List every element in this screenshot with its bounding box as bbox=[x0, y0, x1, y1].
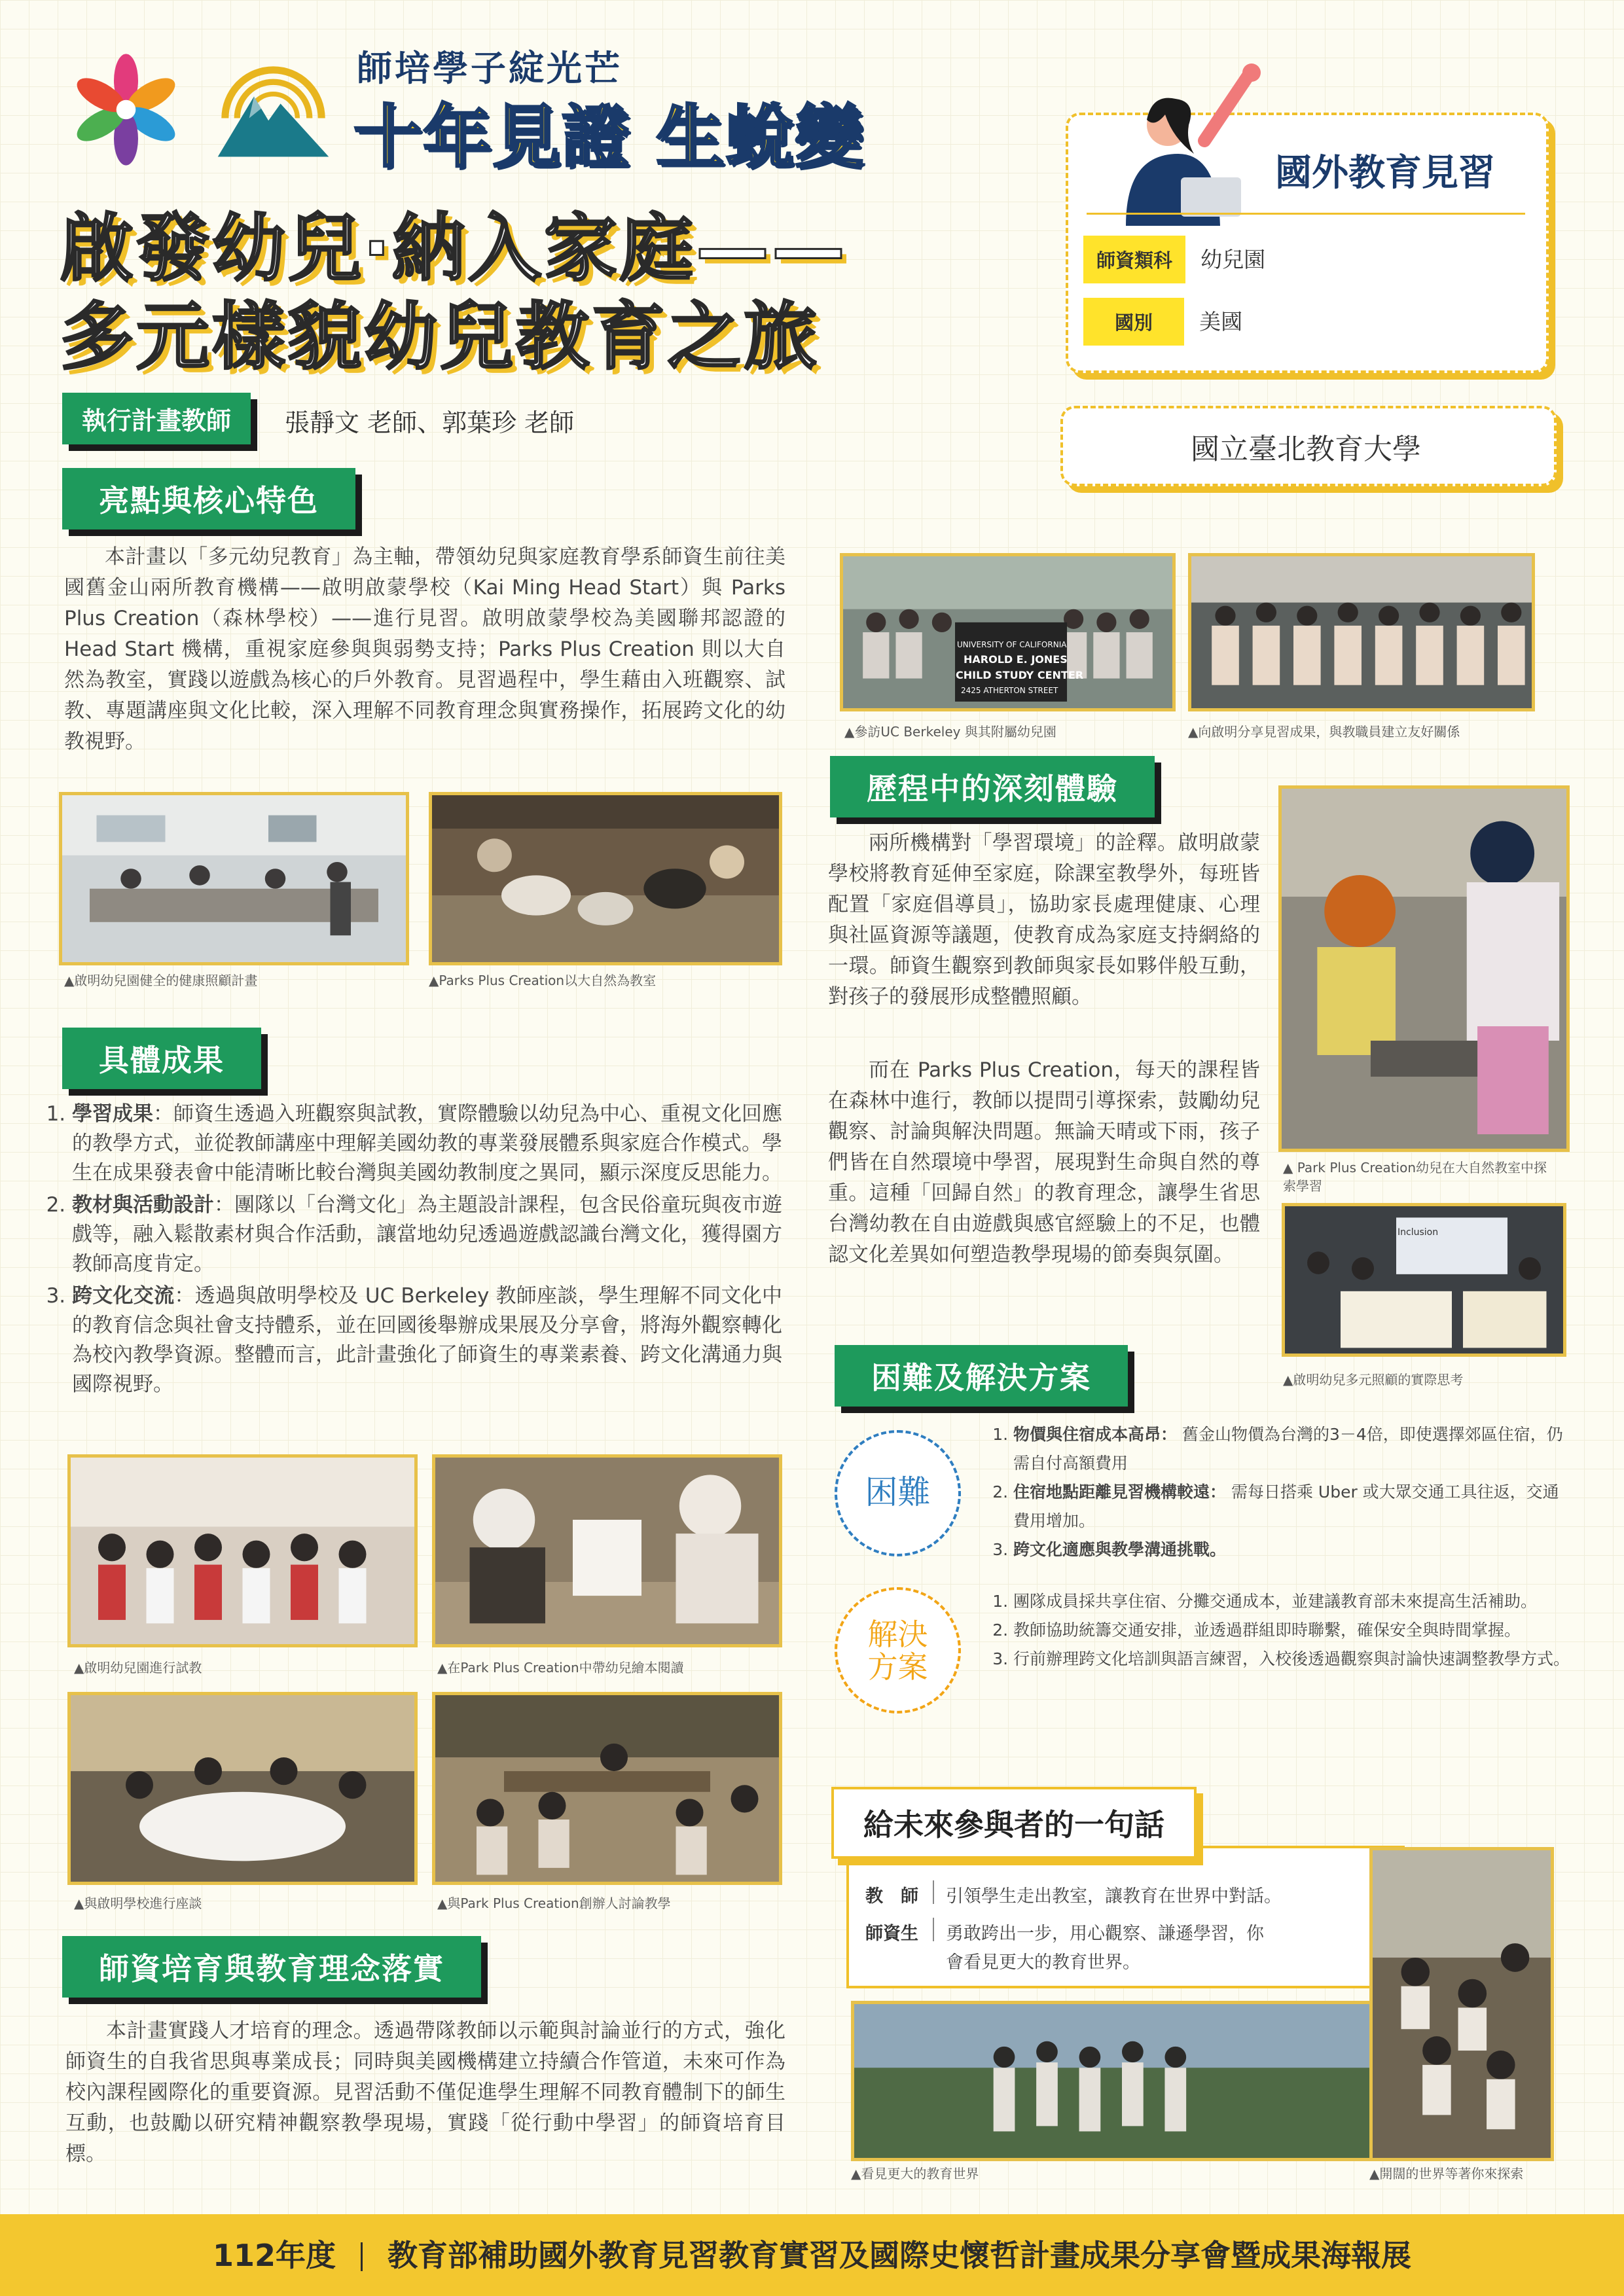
photo-open-world bbox=[1369, 1847, 1554, 2161]
teacher-names: 張靜文 老師、郭葉珍 老師 bbox=[285, 408, 575, 437]
caption-berkeley-visit: ▲參訪UC Berkeley 與其附屬幼兒園 bbox=[844, 724, 1056, 740]
advice-teacher-label: 教 師 bbox=[865, 1886, 918, 1907]
caption-open-world: ▲開闊的世界等著你來探索 bbox=[1369, 2166, 1524, 2181]
problem-text: 舊金山物價為台灣的3－4倍，即使選擇郊區住宿，仍需自付高額費用 bbox=[1013, 1425, 1563, 1473]
slide-text: Inclusion bbox=[1398, 1227, 1439, 1238]
result-title: 學習成果 bbox=[72, 1102, 153, 1126]
caption-bigger-world: ▲看見更大的教育世界 bbox=[851, 2166, 979, 2181]
footer bbox=[0, 2232, 1624, 2275]
result-item bbox=[72, 1100, 782, 1188]
series-title: 十年見證 生蛻變 bbox=[353, 97, 865, 177]
advice-student-text1: 勇敢跨出一步，用心觀察、謙遜學習，你 bbox=[946, 1924, 1264, 1944]
photo-diverse-care bbox=[1282, 1203, 1566, 1357]
advice-student-text2: 會看見更大的教育世界。 bbox=[946, 1952, 1140, 1973]
footer-year: 112年度 bbox=[212, 2238, 336, 2273]
sign-line3: CHILD STUDY CENTER bbox=[956, 669, 1084, 681]
category-rule bbox=[1087, 213, 1525, 215]
caption-health-plan: ▲啟明幼兒園健全的健康照顧計畫 bbox=[64, 973, 258, 988]
photo-trial-teaching bbox=[67, 1454, 418, 1647]
result-title: 教材與活動設計 bbox=[72, 1193, 214, 1217]
caption-forest-explore: ▲ Park Plus Creation幼兒在大自然教室中探索學習 bbox=[1283, 1160, 1547, 1194]
problem-badge-label: 困難 bbox=[865, 1473, 931, 1511]
caption-picture-book: ▲在Park Plus Creation中帶幼兒繪本閱讀 bbox=[437, 1660, 684, 1676]
problem-list bbox=[982, 1420, 1571, 1564]
philosophy-body: 本計畫實踐人才培育的理念。透過帶隊教師以示範與討論並行的方式，強化師資生的自我省思與專業成長；同時與美國機構建立持續合作管道，未來可作為校內課程國際化的重要資源。見習活動不僅促進學生理解不同教育體制下的師生互動，也鼓勵以研究精神觀察教學現場，實踐「從行動中學習」的師資培育目標。 bbox=[65, 2019, 785, 2166]
result-text: ：師資生透過入班觀察與試教，實際體驗以幼兒為中心、重視文化回應的教學方式，並從教師講座中理解美國幼教的專業發展體系與家庭合作模式。學生在成果發表會中能清晰比較台灣與美國幼教制度之異同，顯示深度反思能力。 bbox=[72, 1102, 782, 1185]
photo-picture-book bbox=[432, 1454, 782, 1647]
solution-badge-line1: 解決 bbox=[867, 1617, 928, 1652]
results-list bbox=[26, 1100, 782, 1402]
sign-line2: HAROLD E. JONES bbox=[964, 653, 1068, 666]
problem-item bbox=[1013, 1535, 1571, 1564]
caption-trial-teaching: ▲啟明幼兒園進行試教 bbox=[74, 1660, 202, 1676]
advice-heading: 給未來參與者的一句話 bbox=[831, 1787, 1197, 1859]
main-title-line1: 啟發幼兒‧納入家庭—— bbox=[60, 206, 848, 291]
photo-bigger-world bbox=[851, 2001, 1393, 2161]
caption-diverse-care: ▲啟明幼兒多元照顧的實際思考 bbox=[1283, 1372, 1464, 1388]
result-text: ：團隊以「台灣文化」為主題設計課程，包含民俗童玩與夜市遊戲等，融入鬆散素材與合作活動，讓當地幼兒透過遊戲認識台灣文化，獲得園方教師高度肯定。 bbox=[72, 1193, 782, 1276]
photo-kaiming-forum bbox=[67, 1692, 418, 1885]
photo-health-plan bbox=[59, 792, 409, 965]
photo-founder-discussion bbox=[432, 1692, 782, 1885]
advice-divider-2 bbox=[933, 1918, 934, 1941]
caption-kaiming-forum: ▲與啟明學校進行座談 bbox=[74, 1895, 202, 1911]
philosophy-heading: 師資培育與教育理念落實 bbox=[62, 1936, 481, 1998]
problem-title: 物價與住宿成本高昂： bbox=[1013, 1425, 1178, 1444]
row-teacher-type bbox=[1083, 236, 1265, 283]
photo-forest-explore bbox=[1278, 785, 1570, 1152]
row1-value: 幼兒園 bbox=[1200, 247, 1266, 272]
advice-student-label: 師資生 bbox=[865, 1924, 918, 1944]
teacher-illustration bbox=[1074, 62, 1270, 226]
result-title: 跨文化交流 bbox=[72, 1284, 175, 1308]
mountain-sun-logo bbox=[213, 46, 334, 160]
experience-para1: 兩所機構對「學習環境」的詮釋。啟明啟蒙學校將教育延伸至家庭，除課室教學外，每班皆配置「家庭倡導員」，協助家長處理健康、心理與社區資源等議題，使教育成為家庭支持網絡的一環。師資生觀察到教師與家長如夥伴般互動，對孩子的發展形成整體照顧。 bbox=[828, 831, 1260, 1009]
result-text: ：透過與啟明學校及 UC Berkeley 教師座談，學生理解不同文化中的教育信念與社會支持體系，並在回國後舉辦成果展及分享會，將海外觀察轉化為校內教學資源。整體而言，此計畫強化了師資生的專業素養、跨文化溝通力與國際視野。 bbox=[72, 1284, 782, 1396]
row2-value: 美國 bbox=[1199, 309, 1243, 334]
problem-item bbox=[1013, 1478, 1571, 1535]
solution-item: 1. 團隊成員採共享住宿、分攤交通成本，並建議教育部未來提高生活補助。 bbox=[1013, 1587, 1571, 1616]
series-subtitle: 師培學子綻光芒 bbox=[357, 48, 623, 89]
solution-item: 2. 教師協助統籌交通安排，並透過群組即時聯繫，確保安全與時間掌握。 bbox=[1013, 1616, 1571, 1645]
footer-text: 教育部補助國外教育見習教育實習及國際史懷哲計畫成果分享會暨成果海報展 bbox=[388, 2238, 1412, 2273]
problem-title: 跨文化適應與教學溝通挑戰。 bbox=[1013, 1540, 1227, 1559]
problem-text: 需每日搭乘 Uber 或大眾交通工具往返，交通費用增加。 bbox=[1013, 1482, 1559, 1530]
photo-share-results bbox=[1188, 553, 1535, 711]
main-title-line2: 多元樣貌幼兒教育之旅 bbox=[60, 295, 820, 380]
experience-heading: 歷程中的深刻體驗 bbox=[830, 756, 1155, 817]
problem-title: 住宿地點距離見習機構較遠： bbox=[1013, 1482, 1227, 1501]
advice-teacher-text: 引領學生走出教室，讓教育在世界中對話。 bbox=[946, 1886, 1282, 1907]
advice-divider-1 bbox=[933, 1880, 934, 1904]
result-item bbox=[72, 1282, 782, 1399]
results-heading: 具體成果 bbox=[62, 1028, 261, 1089]
sign-line4: 2425 ATHERTON STREET bbox=[961, 686, 1058, 695]
category-title: 國外教育見習 bbox=[1275, 152, 1495, 194]
solution-badge-line2: 方案 bbox=[867, 1649, 928, 1685]
university-name: 國立臺北教育大學 bbox=[1191, 433, 1421, 466]
caption-nature-classroom: ▲Parks Plus Creation以大自然為教室 bbox=[429, 973, 657, 988]
row2-label: 國別 bbox=[1083, 298, 1184, 346]
experience-para2: 而在 Parks Plus Creation，每天的課程皆在森林中進行，教師以提問引導探索，鼓勵幼兒觀察、討論與解決問題。無論天晴或下雨，孩子們皆在自然環境中學習，展現對生命與自然的尊重。這種「回歸自然」的教育理念，讓學生省思台灣幼教在自由遊戲與感官經驗上的不足，也體認文化差異如何塑造教學現場的節奏與氛圍。 bbox=[828, 1058, 1260, 1266]
result-item bbox=[72, 1191, 782, 1279]
flower-logo bbox=[65, 49, 187, 170]
solution-item: 3. 行前辦理跨文化培訓與語言練習，入校後透過觀察與討論快速調整教學方式。 bbox=[1013, 1645, 1571, 1674]
caption-founder-discussion: ▲與Park Plus Creation創辦人討論教學 bbox=[437, 1895, 671, 1911]
footer-divider bbox=[361, 2242, 363, 2271]
solution-list bbox=[982, 1587, 1571, 1674]
sign-line1: UNIVERSITY OF CALIFORNIA bbox=[957, 640, 1067, 649]
highlights-body: 本計畫以「多元幼兒教育」為主軸，帶領幼兒與家庭教育學系師資生前往美國舊金山兩所教育機構——啟明啟蒙學校（Kai Ming Head Start）與 Parks Plus Creation（森林學校）——進行見習。啟明啟蒙學校為美國聯邦認證的 Head Start 機構，重視家庭參與與弱勢支持；Parks Plus Creation 則以大自然為教室，實踐以遊戲為核心的戶外教育。見習過程中，學生藉由入班觀察、試教、專題講座與文化比較，深入理解不同教育理念與實務操作，拓展跨文化的幼教視野。 bbox=[64, 545, 785, 753]
row1-label: 師資類科 bbox=[1083, 236, 1185, 283]
row-country bbox=[1083, 298, 1242, 346]
highlights-heading: 亮點與核心特色 bbox=[62, 468, 355, 529]
teachers-label: 執行計畫教師 bbox=[62, 393, 251, 444]
photo-nature-classroom bbox=[429, 792, 782, 965]
problem-item bbox=[1013, 1420, 1571, 1478]
caption-share-results: ▲向啟明分享見習成果，與教職員建立友好關係 bbox=[1188, 724, 1460, 740]
difficulties-heading: 困難及解決方案 bbox=[835, 1345, 1128, 1407]
